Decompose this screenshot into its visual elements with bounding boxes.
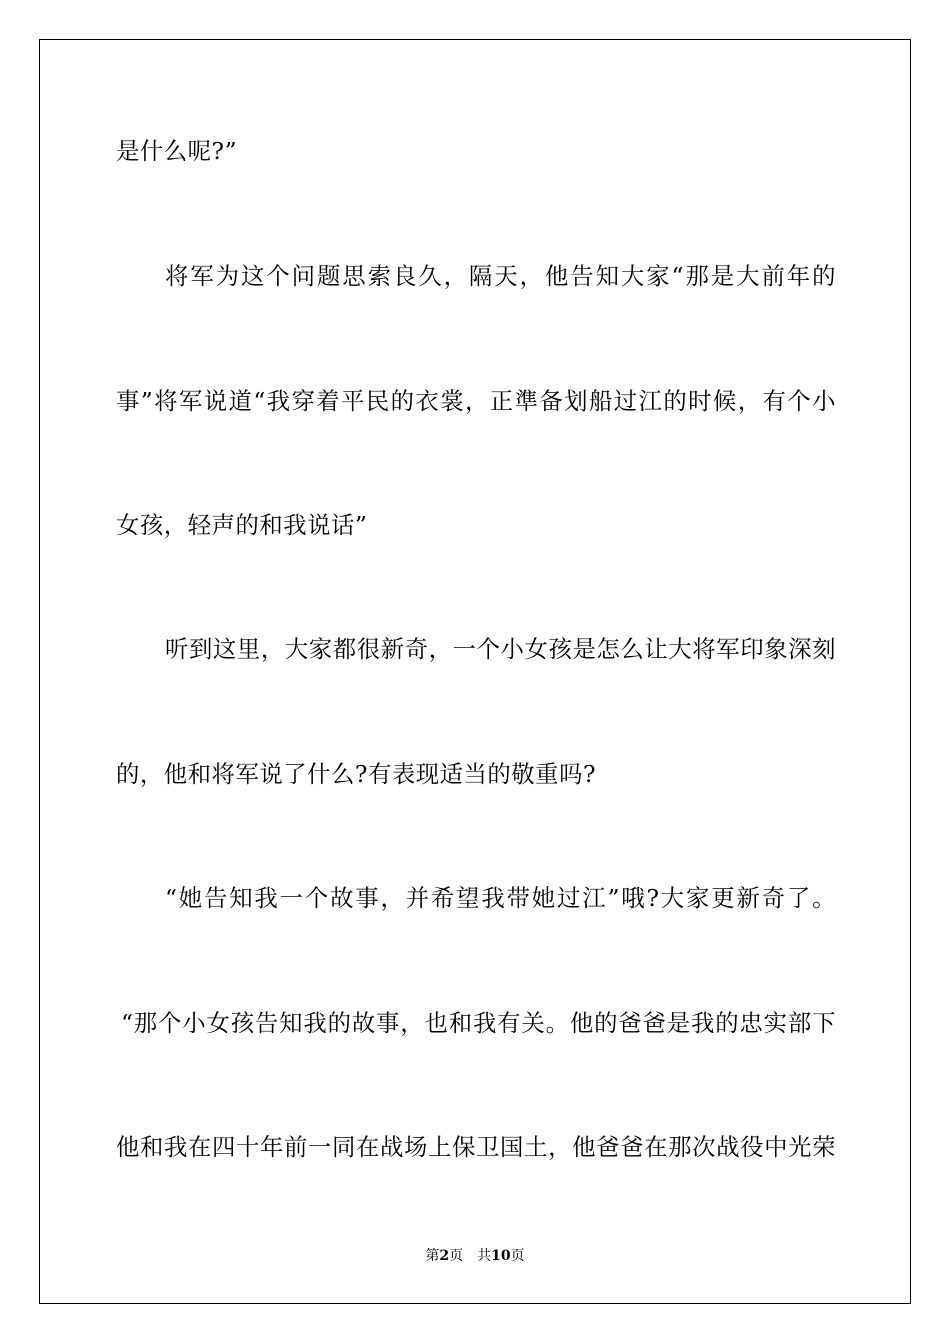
footer-total-prefix: 共 [477, 1248, 492, 1264]
text-line-5: 听到这里，大家都很新奇，一个小女孩是怎么让大将军印象深刻 [165, 635, 836, 663]
text-line-7: “她告知我一个故事，并希望我带她过江”哦?大家更新奇了。 [165, 884, 836, 912]
footer-total-number: 10 [491, 1248, 511, 1264]
text-line-3: 事”将军说道“我穿着平民的衣裳，正準备划船过江的时候，有个小 [116, 387, 836, 415]
text-line-6: 的，他和将军说了什么?有表现适当的敬重吗? [116, 760, 597, 788]
text-line-9: 他和我在四十年前一同在战场上保卫国土，他爸爸在那次战役中光荣 [116, 1133, 836, 1161]
text-line-8: “那个小女孩告知我的故事，也和我有关。他的爸爸是我的忠实部下 [121, 1009, 836, 1037]
text-line-4: 女孩，轻声的和我说话” [116, 511, 368, 539]
text-line-2: 将军为这个问题思索良久，隔天，他告知大家“那是大前年的 [165, 262, 836, 290]
footer-page-suffix: 页 [449, 1248, 464, 1264]
footer-page-prefix: 第 [425, 1248, 440, 1264]
page-footer [0, 1247, 950, 1265]
footer-total-suffix: 页 [510, 1248, 525, 1264]
page-border [39, 39, 911, 1304]
footer-page-number: 2 [439, 1248, 450, 1264]
text-line-1: 是什么呢?” [116, 137, 238, 165]
